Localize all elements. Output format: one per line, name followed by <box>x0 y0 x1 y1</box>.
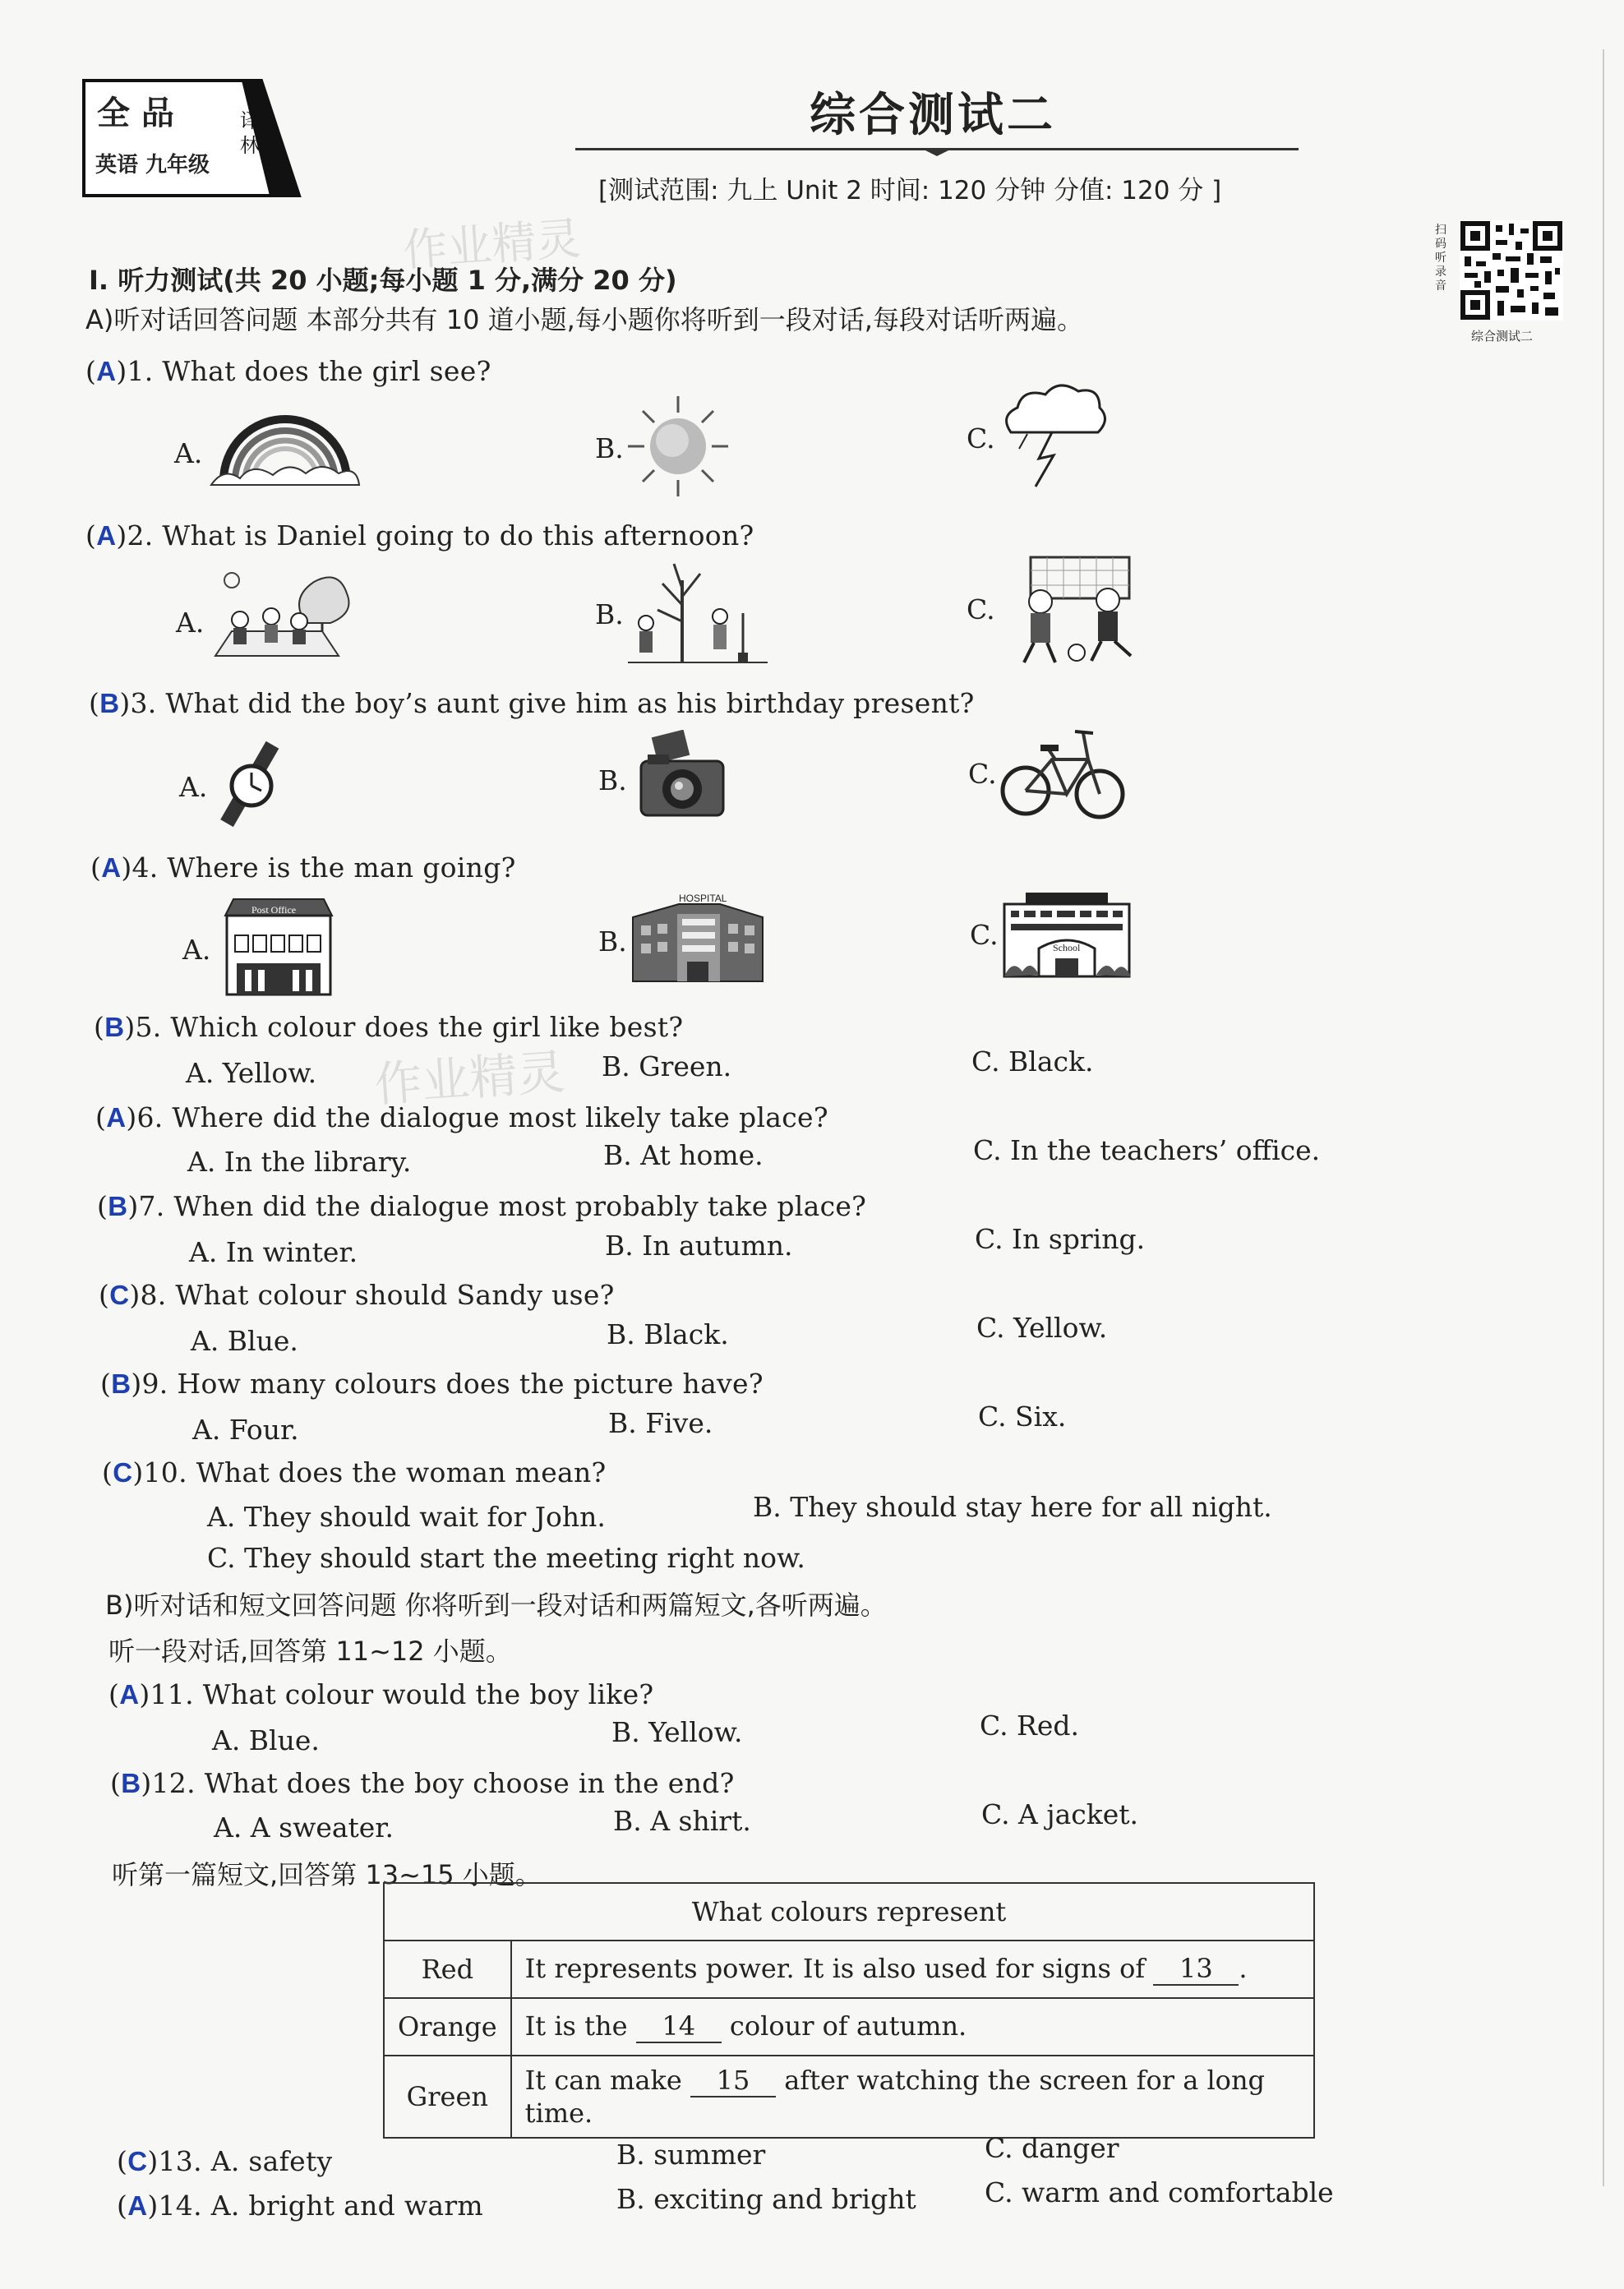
colour-table <box>383 1882 1315 2139</box>
colour-cell: Green <box>384 2056 511 2138</box>
question-5: (B)5. Which colour does the girl like best? <box>94 1011 684 1043</box>
option-b[interactable]: B. Green. <box>602 1050 732 1082</box>
question-2: (A)2. What is Daniel going to do this afternoon? <box>85 519 754 551</box>
option-c[interactable]: C. Black. <box>971 1045 1094 1078</box>
colour-cell: Orange <box>384 1998 511 2056</box>
meaning-cell: It represents power. It is also used for signs of 13 . <box>511 1941 1314 1998</box>
option-c[interactable]: C. Red. <box>980 1710 1080 1742</box>
answer-mark: A <box>119 1679 140 1710</box>
title-rule-ornament <box>920 145 953 156</box>
camera-icon <box>633 730 731 825</box>
post-office-icon <box>217 894 340 998</box>
question-10: (C)10. What does the woman mean? <box>102 1456 607 1488</box>
passage-intro: 听第一篇短文,回答第 13~15 小题。 <box>112 1859 542 1890</box>
table-row <box>384 1998 1314 2056</box>
answer-mark: B <box>108 1191 128 1221</box>
table-row <box>384 2056 1314 2138</box>
question-9: (B)9. How many colours does the picture have? <box>100 1368 764 1400</box>
table-title-row <box>384 1883 1314 1941</box>
option-b[interactable]: B. Black. <box>607 1318 729 1350</box>
question-7: (B)7. When did the dialogue most probably take place? <box>97 1190 867 1222</box>
picnic-icon <box>207 565 355 664</box>
brand-badge: 译林 <box>240 109 260 157</box>
option-a-label[interactable]: A. <box>176 607 205 639</box>
option-b-label[interactable]: B. <box>598 764 627 796</box>
answer-mark: B <box>121 1768 141 1798</box>
question-8: (C)8. What colour should Sandy use? <box>99 1279 615 1311</box>
option-b[interactable]: B. In autumn. <box>605 1230 793 1262</box>
table-row <box>384 1941 1314 1998</box>
planting-trees-icon <box>628 556 768 666</box>
question-6: (A)6. Where did the dialogue most likely take place? <box>95 1101 828 1133</box>
answer-mark: A <box>96 520 117 551</box>
qr-caption: 综合测试二 <box>1471 329 1534 344</box>
watch-icon <box>212 740 294 830</box>
answer-blank[interactable]: 13 <box>1153 1953 1239 1986</box>
answer-blank[interactable]: 15 <box>690 2065 776 2097</box>
option-b-label[interactable]: B. <box>598 925 627 958</box>
answer-mark: A <box>96 356 117 386</box>
section-heading: I. 听力测试(共 20 小题;每小题 1 分,满分 20 分) <box>89 265 677 296</box>
answer-blank[interactable]: 14 <box>636 2010 722 2043</box>
option-a[interactable]: A. They should wait for John. <box>207 1501 606 1533</box>
sun-icon <box>625 393 731 500</box>
option-a-label[interactable]: A. <box>174 437 203 469</box>
option-c[interactable]: C. Yellow. <box>976 1312 1108 1344</box>
option-c-label[interactable]: C. <box>970 919 999 951</box>
school-icon <box>1001 889 1133 981</box>
option-a-label[interactable]: A. <box>179 771 208 803</box>
answer-mark: C <box>109 1280 130 1310</box>
answer-mark: B <box>99 688 120 718</box>
qr-side-label: 扫码听录音 <box>1435 224 1446 293</box>
watermark: 作业精灵 <box>372 1043 567 1113</box>
answer-mark: C <box>127 2146 148 2176</box>
dialogue-intro: 听一段对话,回答第 11~12 小题。 <box>108 1636 512 1667</box>
option-a[interactable]: A. Blue. <box>212 1724 320 1756</box>
option-a[interactable]: A. In winter. <box>189 1236 358 1268</box>
test-scope: [测试范围: 九上 Unit 2 时间: 120 分钟 分值: 120 分 ] <box>598 176 1222 205</box>
question-1: (A)1. What does the girl see? <box>85 355 491 387</box>
part-a-heading: A)听对话回答问题 本部分共有 10 道小题,每小题你将听到一段对话,每段对话听两遍。 <box>85 304 1083 335</box>
qr-code-icon[interactable] <box>1460 220 1563 321</box>
hospital-sign: HOSPITAL <box>679 893 727 904</box>
option-a[interactable]: A. Yellow. <box>186 1057 317 1089</box>
brand-name: 全 品 <box>97 95 174 132</box>
watermark: 作业精灵 <box>401 212 583 277</box>
answer-mark: B <box>104 1012 125 1042</box>
question-14: (A)14. A. bright and warm <box>117 2190 484 2222</box>
option-c[interactable]: C. In spring. <box>975 1223 1146 1255</box>
option-b-label[interactable]: B. <box>595 432 624 464</box>
answer-mark: A <box>101 852 122 883</box>
option-b[interactable]: B. At home. <box>603 1139 764 1171</box>
option-a[interactable]: A. Blue. <box>191 1325 298 1357</box>
page-title: 综合测试二 <box>810 89 1056 142</box>
option-b[interactable]: B. summer <box>616 2139 766 2171</box>
question-12: (B)12. What does the boy choose in the end? <box>110 1767 735 1799</box>
question-3: (B)3. What did the boy’s aunt give him as his birthday present? <box>89 687 975 719</box>
answer-mark: B <box>111 1368 131 1399</box>
option-c[interactable]: C. Six. <box>978 1401 1067 1433</box>
brand-grade: 英语 九年级 <box>95 153 210 178</box>
question-11: (A)11. What colour would the boy like? <box>108 1678 654 1710</box>
question-4: (A)4. Where is the man going? <box>90 851 516 884</box>
option-c-label[interactable]: C. <box>968 758 997 790</box>
option-a[interactable]: A. Four. <box>192 1414 299 1446</box>
playing-football-icon <box>998 552 1154 667</box>
part-b-heading: B)听对话和短文回答问题 你将听到一段对话和两篇短文,各听两遍。 <box>105 1590 887 1621</box>
option-c-label[interactable]: C. <box>967 593 995 625</box>
option-c[interactable]: C. warm and comfortable <box>985 2176 1334 2208</box>
option-c[interactable]: C. They should start the meeting right now. <box>207 1542 805 1574</box>
option-a[interactable]: A. bright and warm <box>210 2190 484 2222</box>
option-b-label[interactable]: B. <box>595 598 624 630</box>
bicycle-icon <box>998 717 1129 824</box>
brand-logo <box>79 76 306 199</box>
option-b[interactable]: B. They should stay here for all night. <box>753 1491 1272 1523</box>
option-b[interactable]: B. exciting and bright <box>616 2183 916 2215</box>
option-c[interactable]: C. In the teachers’ office. <box>973 1134 1321 1166</box>
option-a[interactable]: A. A sweater. <box>214 1811 394 1844</box>
post-office-sign: Post Office <box>251 904 297 916</box>
thunderstorm-icon <box>994 383 1110 490</box>
rainbow-icon <box>207 403 363 493</box>
meaning-cell: It can make 15 after watching the screen for a long time. <box>511 2056 1314 2138</box>
option-b[interactable]: B. A shirt. <box>613 1805 751 1837</box>
answer-mark: A <box>127 2190 148 2221</box>
option-c-label[interactable]: C. <box>967 422 995 455</box>
option-a[interactable]: A. In the library. <box>187 1146 412 1178</box>
option-a[interactable]: A. safety <box>210 2145 333 2177</box>
table-title: What colours represent <box>384 1883 1314 1941</box>
meaning-cell: It is the 14 colour of autumn. <box>511 1998 1314 2056</box>
colour-cell: Red <box>384 1941 511 1998</box>
question-13: (C)13. A. safety <box>117 2145 333 2177</box>
option-b[interactable]: B. Five. <box>608 1407 713 1439</box>
school-sign: School <box>1053 942 1081 953</box>
option-c[interactable]: C. danger <box>985 2132 1119 2164</box>
option-c[interactable]: C. A jacket. <box>981 1798 1139 1830</box>
right-margin-line <box>1603 49 1604 2186</box>
option-b[interactable]: B. Yellow. <box>611 1716 743 1748</box>
hospital-icon <box>630 893 766 985</box>
answer-mark: C <box>113 1457 133 1488</box>
answer-mark: A <box>106 1102 127 1133</box>
option-a-label[interactable]: A. <box>182 934 211 966</box>
